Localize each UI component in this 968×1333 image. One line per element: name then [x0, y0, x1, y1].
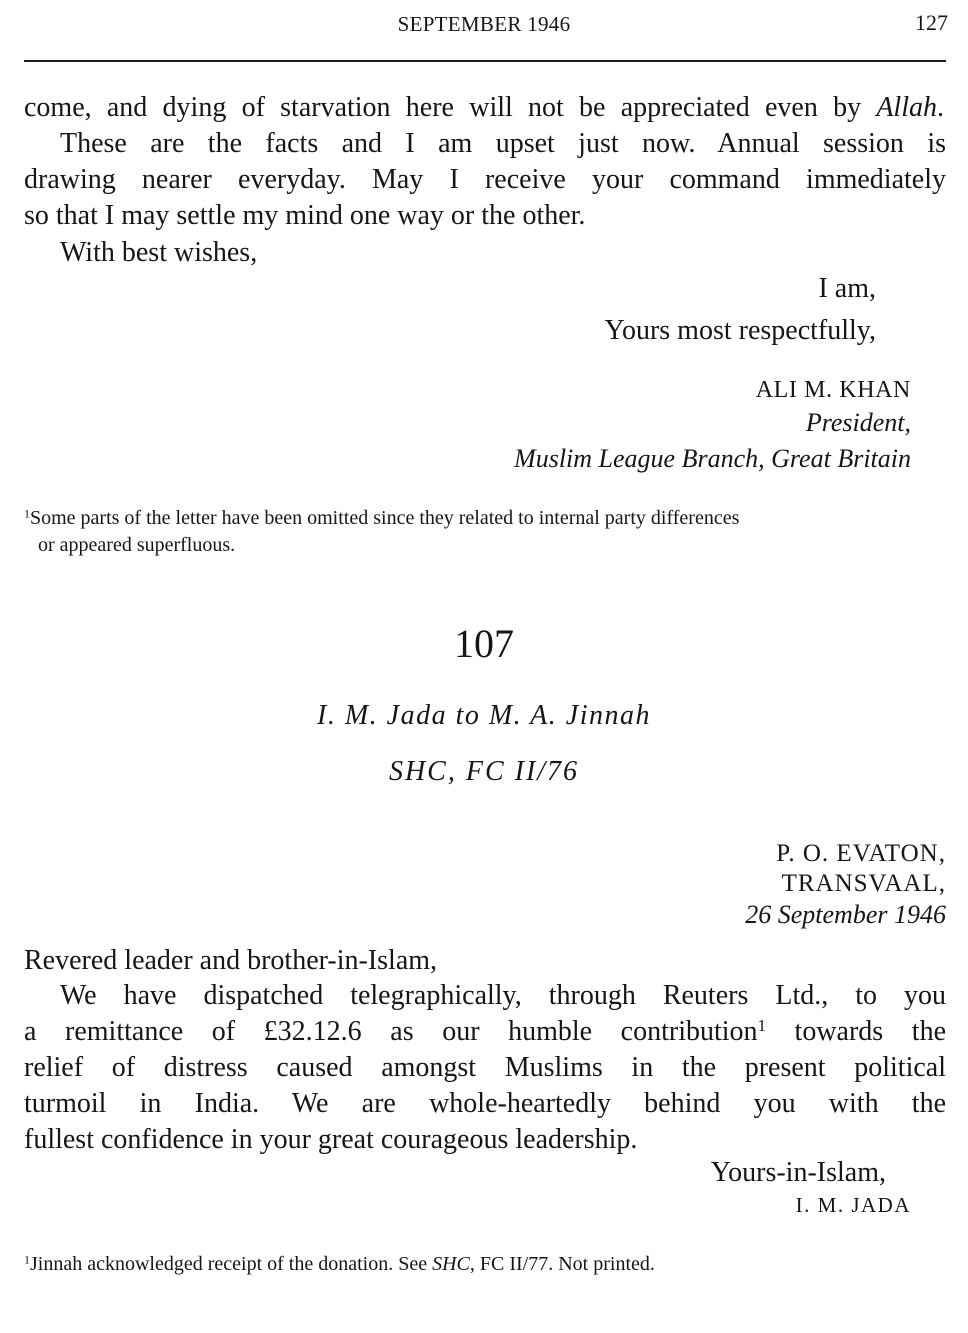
letter-body	[24, 978, 946, 1158]
footnote-marker: 1	[24, 1252, 30, 1267]
document-title: I. M. Jada to M. A. Jinnah	[317, 700, 651, 731]
best-wishes: With best wishes,	[60, 237, 258, 268]
footnote-line	[24, 505, 946, 532]
body-line: We have dispatched telegraphically, through Reuters Ltd., to you	[60, 980, 946, 1011]
header-rule	[24, 60, 946, 62]
letter-line-1	[24, 90, 944, 126]
signatory-jada: I. M. JADA	[795, 1193, 911, 1217]
page-number: 127	[915, 10, 948, 35]
signatory-title: President,	[805, 408, 911, 437]
address-line-1: P. O. EVATON,	[776, 840, 946, 867]
footnote-2	[24, 1251, 655, 1278]
signatory-organization: Muslim League Branch, Great Britain	[514, 444, 911, 473]
body-text: a remittance of £32.12.6 as our humble contribution	[24, 1016, 758, 1047]
running-head: SEPTEMBER 1946	[397, 12, 571, 36]
body-line: fullest confidence in your great courageous leadership.	[24, 1124, 638, 1155]
letter-paragraph-2	[24, 126, 946, 234]
footnote-marker: 1	[24, 506, 30, 521]
closing-i-am: I am,	[818, 273, 876, 304]
footnote-text: , FC II/77. Not printed.	[469, 1253, 655, 1275]
body-line: relief of distress caused amongst Muslims in the present political	[24, 1052, 946, 1083]
document-number: 107	[454, 621, 514, 666]
address-line-2: TRANSVAAL,	[781, 870, 946, 897]
line-end: .	[937, 92, 944, 123]
allah-word: Allah	[876, 92, 937, 123]
body-line	[24, 1014, 946, 1050]
letter-date: 26 September 1946	[745, 900, 946, 929]
footnote-marker: 1	[757, 1015, 766, 1035]
signatory-name: ALI M. KHAN	[755, 377, 911, 403]
document-source: SHC, FC II/76	[388, 756, 580, 787]
footnote-text: Jinnah acknowledged receipt of the donation. See	[30, 1253, 433, 1275]
closing-yours-in-islam: Yours-in-Islam,	[710, 1157, 886, 1188]
footnote-1	[24, 505, 946, 559]
footnote-text: Some parts of the letter have been omitted since they related to internal party differences	[30, 507, 740, 529]
paragraph-line: These are the facts and I am upset just now. Annual session is	[60, 128, 946, 159]
salutation: Revered leader and brother-in-Islam,	[24, 945, 438, 976]
paragraph-line: drawing nearer everyday. May I receive your command immediately	[24, 164, 946, 195]
body-line: turmoil in India. We are whole-heartedly behind you with the	[24, 1088, 946, 1119]
closing-yours: Yours most respectfully,	[604, 315, 876, 346]
line-text: come, and dying of starvation here will not be appreciated even by	[24, 92, 877, 123]
footnote-source: SHC	[432, 1253, 470, 1275]
footnote-line: or appeared superfluous.	[38, 534, 236, 556]
paragraph-line: so that I may settle my mind one way or the other.	[24, 200, 586, 231]
body-text: towards the	[765, 1016, 946, 1047]
